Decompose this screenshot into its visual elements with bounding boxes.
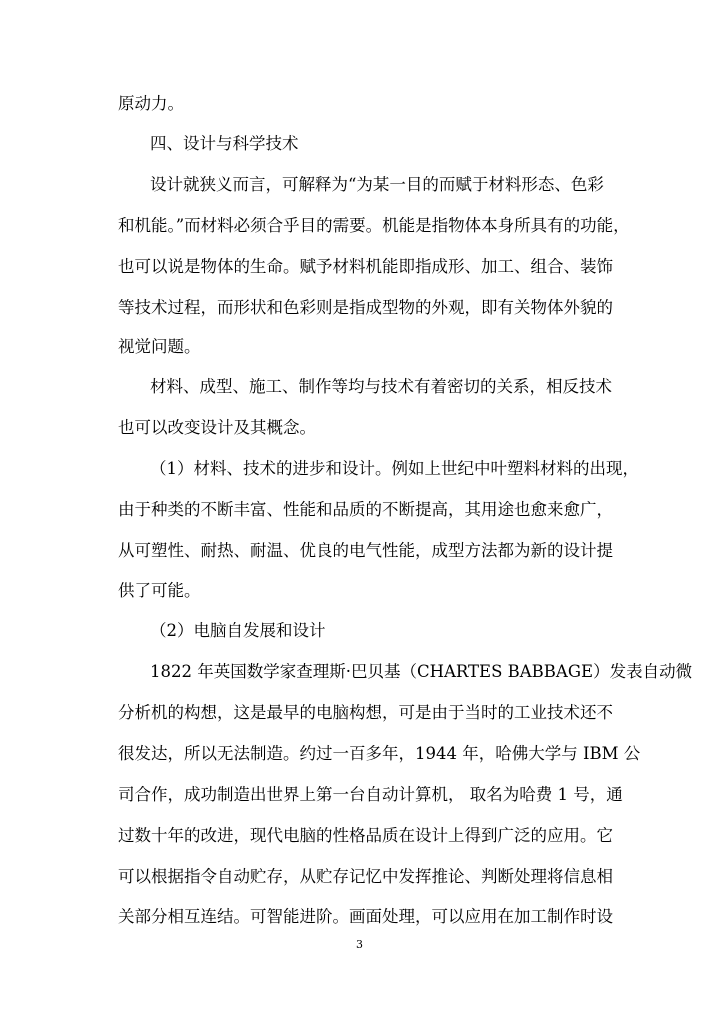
page-number: 3 <box>356 938 363 951</box>
text-line: 由于种类的不断丰富、性能和品质的不断提高，其用途也愈来愈广， <box>118 500 613 519</box>
text-line: 材料、成型、施工、制作等均与技术有着密切的关系，相反技术 <box>150 377 612 396</box>
text-line: 也可以说是物体的生命。赋予材料机能即指成形、加工、组合、装饰 <box>118 257 613 276</box>
text-line: 和机能。”而材料必须合乎目的需要。机能是指物体本身所具有的功能， <box>118 216 630 235</box>
text-line: 供了可能。 <box>118 581 201 600</box>
text-line: 原动力。 <box>118 94 184 113</box>
text-line: 视觉问题。 <box>118 337 201 356</box>
text-line: 分析机的构想，这是最早的电脑构想，可是由于当时的工业技术还不 <box>118 703 613 722</box>
text-line: 司合作，成功制造出世界上第一台自动计算机， 取名为哈费 1 号，通 <box>118 785 623 804</box>
text-line: 可以根据指令自动贮存，从贮存记忆中发挥推论、判断处理将信息相 <box>118 867 613 886</box>
subsection-heading: （2）电脑自发展和设计 <box>150 621 326 640</box>
text-line: （1）材料、技术的进步和设计。例如上世纪中叶塑料材料的出现， <box>150 459 639 478</box>
text-line: 过数十年的改进，现代电脑的性格品质在设计上得到广泛的应用。它 <box>118 826 613 845</box>
text-line: 等技术过程，而形状和色彩则是指成型物的外观，即有关物体外貌的 <box>118 298 613 317</box>
text-line: 1822 年英国数学家查理斯·巴贝基（CHARTES BABBAGE）发表自动微 <box>150 662 693 681</box>
text-line: 从可塑性、耐热、耐温、优良的电气性能，成型方法都为新的设计提 <box>118 541 613 560</box>
section-heading: 四、设计与科学技术 <box>150 134 299 153</box>
text-line: 关部分相互连结。可智能进阶。画面处理，可以应用在加工制作时设 <box>118 907 613 926</box>
text-line: 也可以改变设计及其概念。 <box>118 418 316 437</box>
text-line: 很发达，所以无法制造。约过一百多年，1944 年，哈佛大学与 IBM 公 <box>118 744 641 763</box>
text-line: 设计就狭义而言，可解释为“为某一目的而赋于材料形态、色彩 <box>150 175 604 194</box>
